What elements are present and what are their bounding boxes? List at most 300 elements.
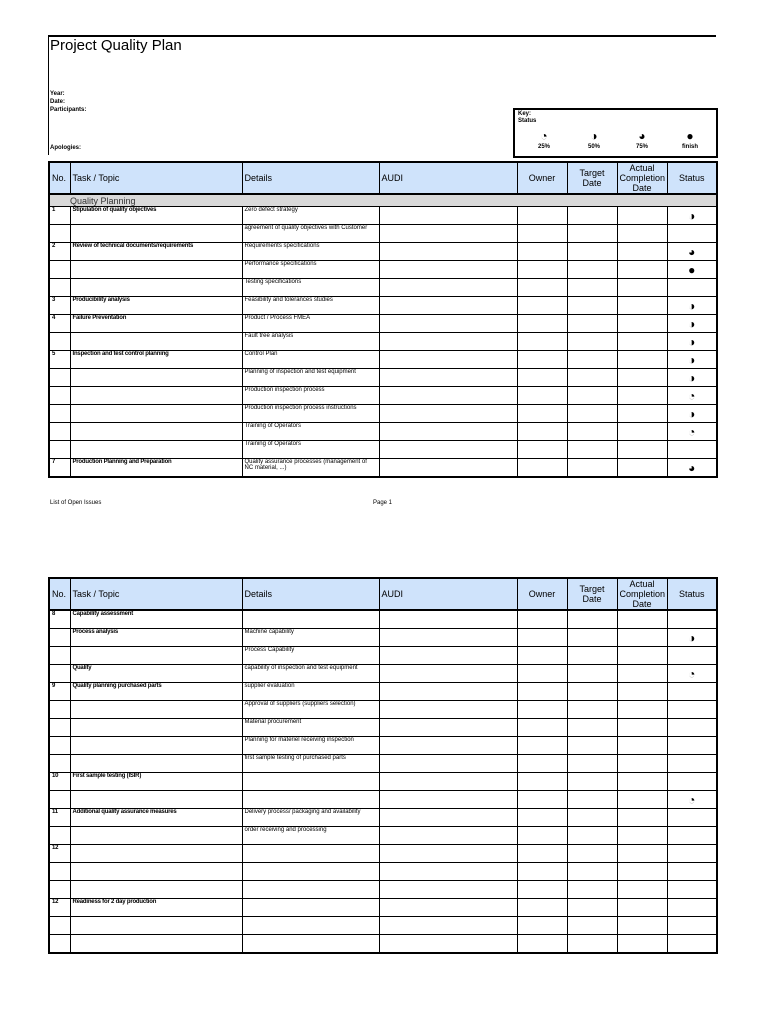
row-actual-date	[617, 387, 667, 405]
col-owner: Owner	[517, 578, 567, 610]
table-row	[49, 755, 717, 773]
row-actual-date	[617, 701, 667, 719]
row-owner	[517, 665, 567, 683]
table-row	[49, 899, 717, 917]
table-row	[49, 737, 717, 755]
row-details: first sample testing of purchased parts	[242, 755, 379, 773]
row-target-date	[567, 665, 617, 683]
row-audi	[379, 261, 517, 279]
col-actual-completion-date: Actual Completion Date	[617, 162, 667, 194]
row-audi	[379, 899, 517, 917]
row-audi	[379, 665, 517, 683]
row-task: Stipulation of quality objectives	[70, 207, 242, 225]
row-task: Review of technical documents/requirements	[70, 243, 242, 261]
table-row	[49, 423, 717, 441]
row-details	[242, 791, 379, 809]
row-task	[70, 225, 242, 243]
key-item-label: 75%	[635, 144, 648, 150]
row-target-date	[567, 225, 617, 243]
row-status-icon	[667, 881, 717, 899]
row-target-date	[567, 441, 617, 459]
col-actual-completion-date: Actual Completion Date	[617, 578, 667, 610]
row-status-icon	[667, 701, 717, 719]
row-audi	[379, 845, 517, 863]
row-task	[70, 737, 242, 755]
col-task: Task / Topic	[70, 578, 242, 610]
row-details: Zero defect strategy	[242, 207, 379, 225]
footer-page: Page 1	[373, 500, 393, 506]
row-actual-date	[617, 279, 667, 297]
table-row	[49, 351, 717, 369]
row-number	[49, 423, 70, 441]
row-task: First sample testing (ISIR)	[70, 773, 242, 791]
row-task: Quality	[70, 665, 242, 683]
row-number	[49, 719, 70, 737]
col-details: Details	[242, 162, 379, 194]
row-owner	[517, 279, 567, 297]
table-row	[49, 863, 717, 881]
row-details: Quality assurance processes (management of NC material, ...)	[242, 459, 379, 478]
row-status-icon: ◑	[667, 629, 717, 647]
row-details: Production inspection process	[242, 387, 379, 405]
row-number	[49, 863, 70, 881]
table-row	[49, 719, 717, 737]
row-details	[242, 863, 379, 881]
row-audi	[379, 351, 517, 369]
row-status-icon	[667, 899, 717, 917]
row-actual-date	[617, 441, 667, 459]
quality-plan-table	[48, 161, 718, 478]
row-status-icon: ◔	[667, 791, 717, 809]
row-actual-date	[617, 791, 667, 809]
row-audi	[379, 737, 517, 755]
col-target-date: Target Date	[567, 578, 617, 610]
row-task	[70, 701, 242, 719]
row-status-icon: ◑	[667, 315, 717, 333]
table-row	[49, 701, 717, 719]
row-audi	[379, 297, 517, 315]
row-audi	[379, 917, 517, 935]
row-owner	[517, 809, 567, 827]
row-target-date	[567, 387, 617, 405]
row-owner	[517, 863, 567, 881]
row-details: Product / Process FMEA	[242, 315, 379, 333]
row-actual-date	[617, 917, 667, 935]
row-task: Inspection and test control planning	[70, 351, 242, 369]
row-audi	[379, 315, 517, 333]
row-audi	[379, 701, 517, 719]
row-target-date	[567, 917, 617, 935]
row-task: Additional quality assurance measures	[70, 809, 242, 827]
row-audi	[379, 755, 517, 773]
row-actual-date	[617, 809, 667, 827]
row-details: supplier evaluation	[242, 683, 379, 701]
row-owner	[517, 297, 567, 315]
row-task	[70, 791, 242, 809]
row-status-icon: ◑	[667, 369, 717, 387]
row-audi	[379, 441, 517, 459]
row-actual-date	[617, 665, 667, 683]
row-status-icon	[667, 809, 717, 827]
key-item-label: 25%	[537, 144, 550, 150]
row-actual-date	[617, 333, 667, 351]
col-no: No.	[49, 162, 70, 194]
row-target-date	[567, 881, 617, 899]
row-audi	[379, 225, 517, 243]
row-owner	[517, 827, 567, 845]
row-owner	[517, 917, 567, 935]
row-status-icon: ◑	[667, 405, 717, 423]
row-task	[70, 333, 242, 351]
row-actual-date	[617, 755, 667, 773]
row-status-icon: ◑	[667, 351, 717, 369]
row-actual-date	[617, 737, 667, 755]
row-number: 2	[49, 243, 70, 261]
row-target-date	[567, 701, 617, 719]
row-audi	[379, 333, 517, 351]
row-owner	[517, 207, 567, 225]
section-quality-planning: Quality Planning	[49, 194, 717, 207]
row-owner	[517, 405, 567, 423]
row-audi	[379, 207, 517, 225]
key-item-25	[519, 130, 569, 150]
row-status-icon: ◔	[667, 665, 717, 683]
quarter-circle-icon: ◔	[540, 129, 548, 143]
row-owner	[517, 369, 567, 387]
table-row	[49, 207, 717, 225]
row-audi	[379, 719, 517, 737]
row-details: agreement of quality objectives with Customer	[242, 225, 379, 243]
table-row	[49, 827, 717, 845]
row-audi	[379, 773, 517, 791]
row-task: Failure Preventation	[70, 315, 242, 333]
row-actual-date	[617, 863, 667, 881]
row-number: 10	[49, 773, 70, 791]
row-details: Control Plan	[242, 351, 379, 369]
row-task	[70, 935, 242, 954]
row-actual-date	[617, 629, 667, 647]
row-status-icon: ◑	[667, 207, 717, 225]
row-details: Planning of inspection and test equipment	[242, 369, 379, 387]
table-row	[49, 387, 717, 405]
row-task	[70, 845, 242, 863]
row-target-date	[567, 610, 617, 629]
row-number: 7	[49, 459, 70, 478]
row-status-icon	[667, 845, 717, 863]
row-number	[49, 917, 70, 935]
table-header-row	[49, 162, 717, 194]
row-actual-date	[617, 827, 667, 845]
col-audi: AUDI	[379, 162, 517, 194]
table-row	[49, 459, 717, 478]
row-details	[242, 881, 379, 899]
row-audi	[379, 935, 517, 954]
row-owner	[517, 315, 567, 333]
footer-left: List of Open Issues	[50, 500, 102, 506]
row-owner	[517, 225, 567, 243]
row-task	[70, 387, 242, 405]
table-row	[49, 845, 717, 863]
row-owner	[517, 845, 567, 863]
row-audi	[379, 827, 517, 845]
row-target-date	[567, 737, 617, 755]
row-owner	[517, 755, 567, 773]
date-label: Date:	[50, 99, 66, 105]
row-details: Fault tree analysis	[242, 333, 379, 351]
col-status: Status	[667, 162, 717, 194]
row-details: capability of inspection and test equipment	[242, 665, 379, 683]
row-number: 12	[49, 899, 70, 917]
row-audi	[379, 243, 517, 261]
row-task	[70, 719, 242, 737]
table-row	[49, 773, 717, 791]
row-number: 4	[49, 315, 70, 333]
row-owner	[517, 261, 567, 279]
row-details: Requirements specifications	[242, 243, 379, 261]
table-row	[49, 243, 717, 261]
row-audi	[379, 863, 517, 881]
row-status-icon	[667, 755, 717, 773]
row-status-icon	[667, 863, 717, 881]
row-details: Training of Operators	[242, 423, 379, 441]
row-actual-date	[617, 935, 667, 954]
header-left-border	[48, 35, 49, 155]
row-owner	[517, 719, 567, 737]
row-actual-date	[617, 243, 667, 261]
table-row	[49, 279, 717, 297]
table-row	[49, 315, 717, 333]
table-row	[49, 791, 717, 809]
row-target-date	[567, 279, 617, 297]
row-target-date	[567, 423, 617, 441]
row-audi	[379, 629, 517, 647]
row-status-icon	[667, 441, 717, 459]
table-row	[49, 225, 717, 243]
row-owner	[517, 737, 567, 755]
key-label: Key:	[518, 111, 532, 117]
col-status: Status	[667, 578, 717, 610]
row-target-date	[567, 647, 617, 665]
page-title: Project Quality Plan	[50, 37, 182, 54]
row-actual-date	[617, 261, 667, 279]
row-target-date	[567, 791, 617, 809]
row-status-icon	[667, 827, 717, 845]
row-status-icon	[667, 647, 717, 665]
row-task	[70, 755, 242, 773]
row-status-icon	[667, 683, 717, 701]
row-actual-date	[617, 610, 667, 629]
row-number	[49, 405, 70, 423]
table-row	[49, 610, 717, 629]
row-audi	[379, 387, 517, 405]
row-status-icon	[667, 279, 717, 297]
table-row	[49, 881, 717, 899]
key-title	[518, 111, 536, 125]
row-target-date	[567, 629, 617, 647]
row-audi	[379, 881, 517, 899]
row-actual-date	[617, 719, 667, 737]
row-actual-date	[617, 845, 667, 863]
row-number	[49, 629, 70, 647]
row-owner	[517, 610, 567, 629]
row-status-icon	[667, 225, 717, 243]
row-actual-date	[617, 225, 667, 243]
row-task	[70, 405, 242, 423]
row-status-icon: ◑	[667, 333, 717, 351]
row-details: Approval of suppliers (suppliers selection)	[242, 701, 379, 719]
row-audi	[379, 405, 517, 423]
row-owner	[517, 387, 567, 405]
row-target-date	[567, 459, 617, 478]
table-row	[49, 629, 717, 647]
row-number: 1	[49, 207, 70, 225]
table-row	[49, 297, 717, 315]
row-owner	[517, 881, 567, 899]
key-item-label: finish	[682, 144, 698, 150]
row-owner	[517, 935, 567, 954]
row-details	[242, 917, 379, 935]
row-task	[70, 279, 242, 297]
row-actual-date	[617, 773, 667, 791]
row-details	[242, 935, 379, 954]
row-audi	[379, 423, 517, 441]
row-number	[49, 333, 70, 351]
row-task	[70, 441, 242, 459]
row-number: 12	[49, 845, 70, 863]
row-audi	[379, 791, 517, 809]
row-task	[70, 369, 242, 387]
key-status-label: Status	[518, 118, 537, 124]
row-owner	[517, 243, 567, 261]
row-task: Quality planning purchased parts	[70, 683, 242, 701]
row-owner	[517, 441, 567, 459]
row-task	[70, 423, 242, 441]
table-row	[49, 917, 717, 935]
row-details: Delivery process/ packaging and availability	[242, 809, 379, 827]
row-audi	[379, 647, 517, 665]
row-actual-date	[617, 315, 667, 333]
row-target-date	[567, 719, 617, 737]
row-owner	[517, 423, 567, 441]
row-owner	[517, 899, 567, 917]
row-number	[49, 225, 70, 243]
section-row	[49, 194, 717, 207]
row-details: order receiving and processing	[242, 827, 379, 845]
table-row	[49, 333, 717, 351]
row-task	[70, 863, 242, 881]
row-audi	[379, 459, 517, 478]
row-number	[49, 441, 70, 459]
row-actual-date	[617, 683, 667, 701]
row-number	[49, 665, 70, 683]
row-task: Production Planning and Preparation	[70, 459, 242, 478]
row-status-icon	[667, 935, 717, 954]
row-owner	[517, 791, 567, 809]
row-number	[49, 279, 70, 297]
row-task	[70, 647, 242, 665]
row-status-icon: ●	[667, 261, 717, 279]
row-details	[242, 773, 379, 791]
key-item-finish	[665, 130, 715, 150]
table-row	[49, 665, 717, 683]
row-owner	[517, 647, 567, 665]
row-number	[49, 791, 70, 809]
row-task: Producibility analysis	[70, 297, 242, 315]
quality-plan-table-page2	[48, 577, 718, 954]
row-owner	[517, 333, 567, 351]
row-target-date	[567, 827, 617, 845]
row-task	[70, 261, 242, 279]
col-details: Details	[242, 578, 379, 610]
row-number	[49, 935, 70, 954]
table-row	[49, 441, 717, 459]
row-details: Training of Operators	[242, 441, 379, 459]
row-actual-date	[617, 647, 667, 665]
row-audi	[379, 610, 517, 629]
row-status-icon	[667, 610, 717, 629]
row-actual-date	[617, 369, 667, 387]
row-details: Planning for materiel receiving inspection	[242, 737, 379, 755]
row-status-icon: ◔	[667, 423, 717, 441]
full-circle-icon: ●	[686, 129, 694, 143]
table-row	[49, 369, 717, 387]
row-number: 5	[49, 351, 70, 369]
row-target-date	[567, 809, 617, 827]
row-target-date	[567, 369, 617, 387]
row-details	[242, 845, 379, 863]
row-task	[70, 917, 242, 935]
row-audi	[379, 809, 517, 827]
row-status-icon: ◔	[667, 387, 717, 405]
key-item-50	[569, 130, 619, 150]
row-status-icon: ◕	[667, 459, 717, 478]
row-status-icon	[667, 917, 717, 935]
row-target-date	[567, 297, 617, 315]
row-owner	[517, 683, 567, 701]
apologies-label: Apologies:	[50, 145, 81, 151]
row-audi	[379, 683, 517, 701]
participants-label: Participants:	[50, 107, 87, 113]
row-target-date	[567, 207, 617, 225]
row-details: Production inspection process instructions	[242, 405, 379, 423]
row-number	[49, 701, 70, 719]
row-status-icon: ◑	[667, 297, 717, 315]
status-key	[513, 108, 718, 158]
row-owner	[517, 459, 567, 478]
row-target-date	[567, 351, 617, 369]
key-item-label: 50%	[587, 144, 600, 150]
row-number	[49, 369, 70, 387]
row-details: Process Capability	[242, 647, 379, 665]
row-details: Testing specifications	[242, 279, 379, 297]
row-owner	[517, 701, 567, 719]
row-target-date	[567, 261, 617, 279]
row-status-icon	[667, 773, 717, 791]
col-audi: AUDI	[379, 578, 517, 610]
row-task: Capability assessment	[70, 610, 242, 629]
row-number	[49, 737, 70, 755]
table-row	[49, 405, 717, 423]
row-number	[49, 827, 70, 845]
row-target-date	[567, 683, 617, 701]
row-target-date	[567, 243, 617, 261]
row-number: 11	[49, 809, 70, 827]
row-details: Material procurement	[242, 719, 379, 737]
row-number: 8	[49, 610, 70, 629]
key-item-75	[617, 130, 667, 150]
row-target-date	[567, 773, 617, 791]
row-task: Readiness for 2 day production	[70, 899, 242, 917]
